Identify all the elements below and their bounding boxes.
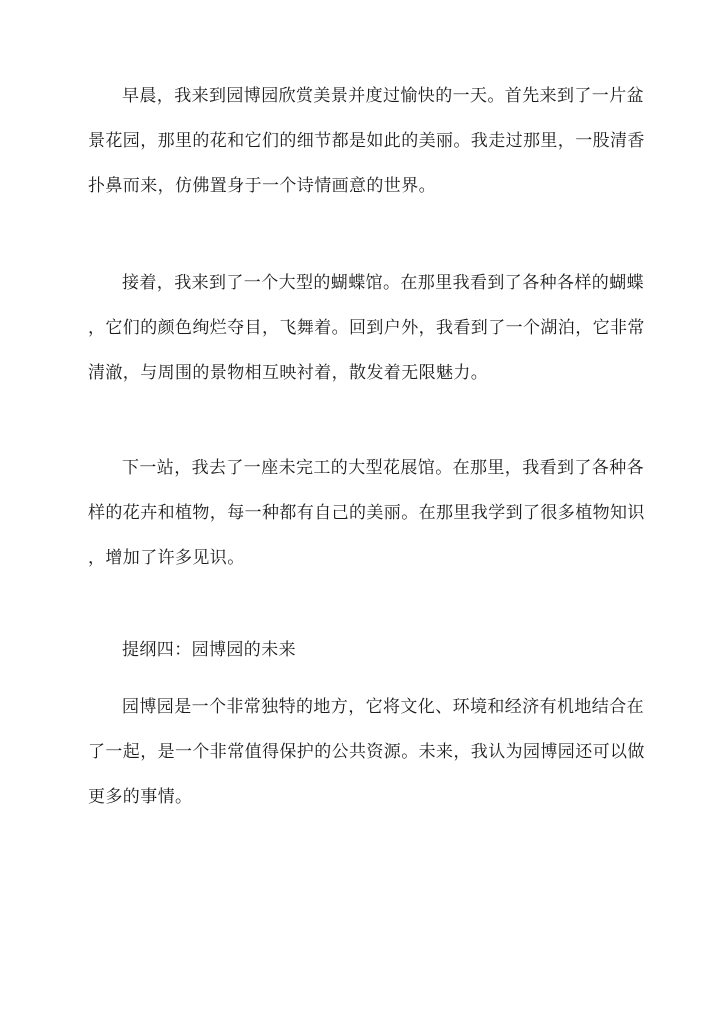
- section-heading: 提纲四：园博园的未来: [122, 640, 296, 660]
- paragraph-line: ，增加了许多见识。: [88, 548, 245, 568]
- paragraph-line: 景花园，那里的花和它们的细节都是如此的美丽。我走过那里，一股清香: [88, 131, 645, 151]
- paragraph-future-of-park: [88, 685, 645, 820]
- paragraph-line: 下一站，我去了一座未完工的大型花展馆。在那里，我看到了各种各: [122, 458, 644, 478]
- paragraph-line: 清澈，与周围的景物相互映衬着，散发着无限魅力。: [88, 363, 489, 383]
- paragraph-flower-exhibition: [88, 446, 645, 581]
- paragraph-line: 了一起，是一个非常值得保护的公共资源。未来，我认为园博园还可以做: [88, 742, 645, 762]
- paragraph-line: 园博园是一个非常独特的地方，它将文化、环境和经济有机地结合在: [122, 697, 644, 717]
- paragraph-line: ，它们的颜色绚烂夺目，飞舞着。回到户外，我看到了一个湖泊，它非常: [88, 318, 645, 338]
- paragraph-line: 样的花卉和植物，每一种都有自己的美丽。在那里我学到了很多植物知识: [88, 503, 645, 523]
- paragraph-butterfly-house: [88, 261, 645, 396]
- paragraph-line: 早晨，我来到园博园欣赏美景并度过愉快的一天。首先来到了一片盆: [122, 86, 644, 106]
- paragraph-line: 更多的事情。: [88, 787, 193, 807]
- paragraph-morning-bonsai-garden: [88, 74, 645, 209]
- paragraph-line: 扑鼻而来，仿佛置身于一个诗情画意的世界。: [88, 176, 436, 196]
- paragraph-line: 接着，我来到了一个大型的蝴蝶馆。在那里我看到了各种各样的蝴蝶: [122, 273, 644, 293]
